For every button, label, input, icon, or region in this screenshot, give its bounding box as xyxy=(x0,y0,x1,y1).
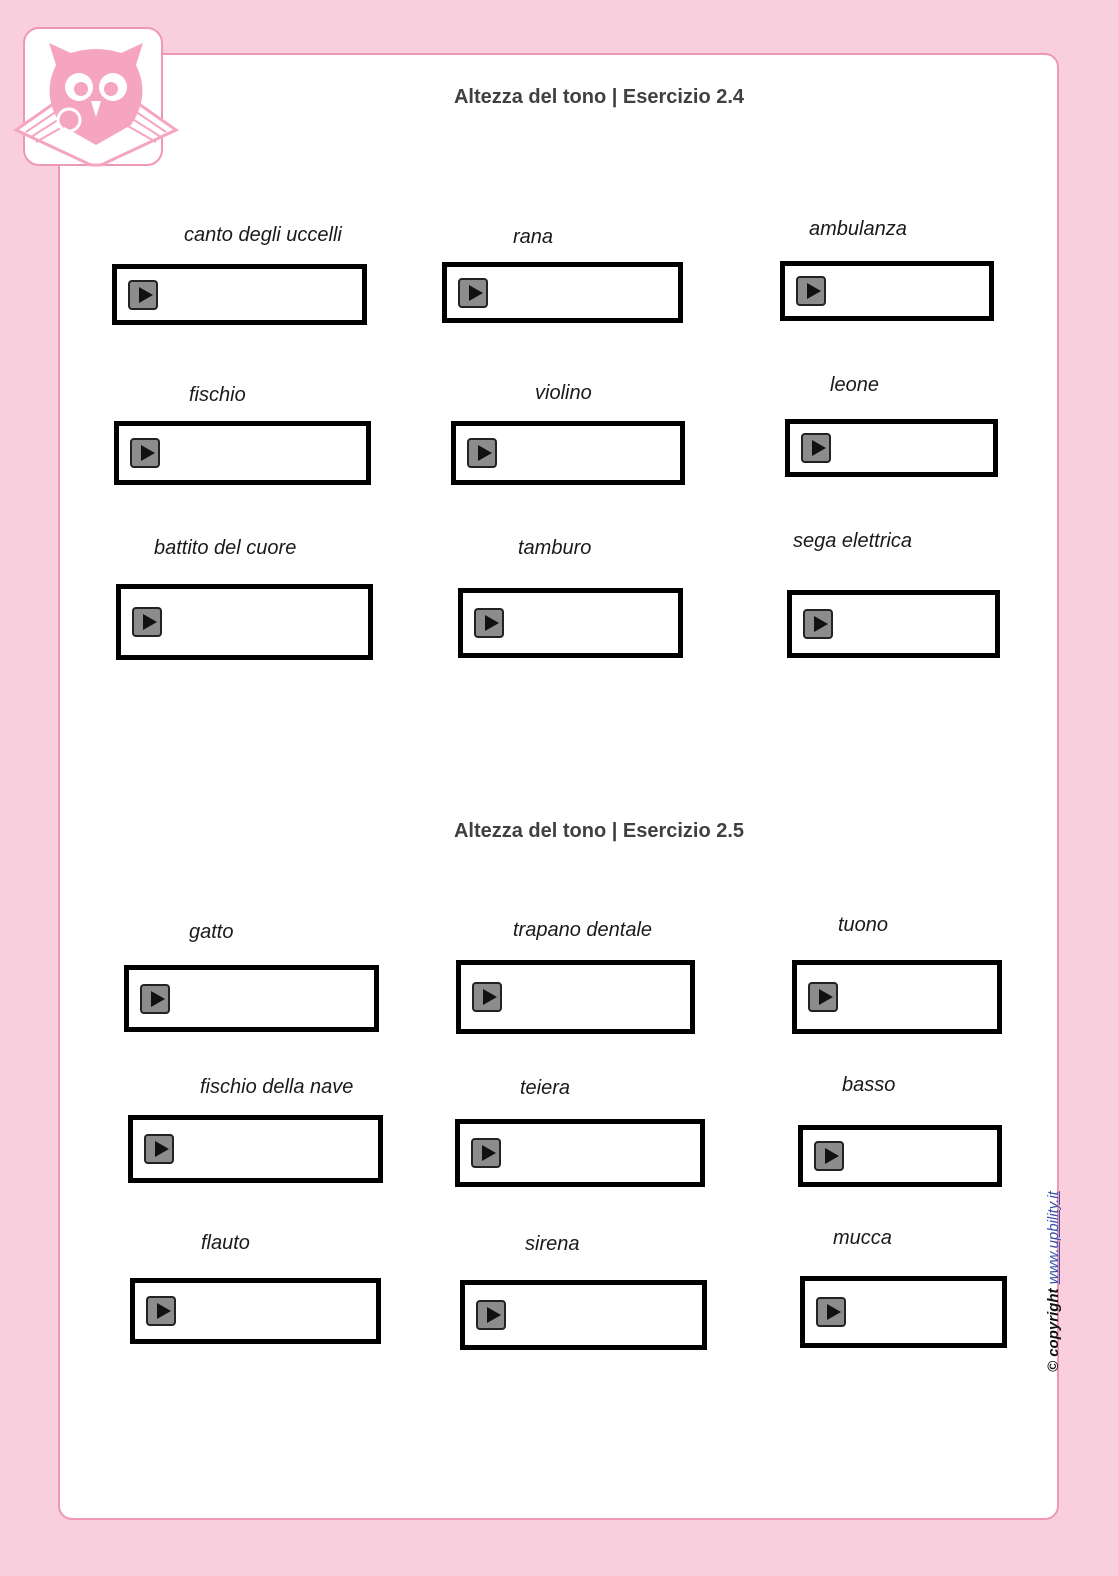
play-button[interactable] xyxy=(467,438,497,468)
audio-player xyxy=(458,588,683,658)
website-link[interactable]: www.upbility.it xyxy=(1045,1191,1062,1285)
audio-player xyxy=(780,261,994,321)
item-label: rana xyxy=(513,226,554,248)
audio-player xyxy=(787,590,1000,658)
item-label: violino xyxy=(535,382,592,404)
play-button[interactable] xyxy=(474,608,504,638)
play-button[interactable] xyxy=(140,984,170,1014)
item-label: tamburo xyxy=(518,537,592,559)
audio-player xyxy=(451,421,685,485)
audio-player xyxy=(800,1276,1007,1348)
item-label: trapano dentale xyxy=(513,919,653,941)
exercise-title-2-5: Altezza del tono | Esercizio 2.5 xyxy=(453,820,745,842)
item-label: basso xyxy=(842,1074,896,1096)
play-button[interactable] xyxy=(801,433,831,463)
item-label: fischio xyxy=(189,384,246,406)
play-button[interactable] xyxy=(132,607,162,637)
item-label: sega elettrica xyxy=(793,530,912,552)
play-button[interactable] xyxy=(816,1297,846,1327)
item-label: ambulanza xyxy=(809,218,907,240)
copyright-notice xyxy=(1045,1191,1062,1372)
audio-player xyxy=(124,965,379,1032)
audio-player xyxy=(456,960,695,1034)
audio-player xyxy=(112,264,367,325)
item-label: gatto xyxy=(189,921,234,943)
item-label: fischio della nave xyxy=(200,1076,354,1098)
item-label: battito del cuore xyxy=(154,537,297,559)
audio-player xyxy=(114,421,371,485)
play-button[interactable] xyxy=(472,982,502,1012)
item-label: leone xyxy=(830,374,879,396)
play-button[interactable] xyxy=(808,982,838,1012)
audio-player xyxy=(130,1278,381,1344)
audio-player xyxy=(460,1280,707,1350)
item-label: flauto xyxy=(201,1232,250,1254)
audio-player xyxy=(116,584,373,660)
audio-player xyxy=(785,419,998,477)
play-button[interactable] xyxy=(128,280,158,310)
audio-player xyxy=(455,1119,705,1187)
copyright-text: © copyright xyxy=(1045,1288,1062,1372)
item-label: tuono xyxy=(838,914,889,936)
item-label: mucca xyxy=(833,1227,892,1249)
play-button[interactable] xyxy=(130,438,160,468)
play-button[interactable] xyxy=(796,276,826,306)
audio-player xyxy=(798,1125,1002,1187)
play-button[interactable] xyxy=(803,609,833,639)
item-label: sirena xyxy=(525,1233,580,1255)
audio-player xyxy=(792,960,1002,1034)
item-label: teiera xyxy=(520,1077,571,1099)
play-button[interactable] xyxy=(144,1134,174,1164)
exercise-title-2-4: Altezza del tono | Esercizio 2.4 xyxy=(453,86,745,108)
play-button[interactable] xyxy=(146,1296,176,1326)
audio-player xyxy=(442,262,683,323)
play-button[interactable] xyxy=(471,1138,501,1168)
audio-player xyxy=(128,1115,383,1183)
item-label: canto degli uccelli xyxy=(184,224,342,246)
play-button[interactable] xyxy=(814,1141,844,1171)
play-button[interactable] xyxy=(476,1300,506,1330)
play-button[interactable] xyxy=(458,278,488,308)
